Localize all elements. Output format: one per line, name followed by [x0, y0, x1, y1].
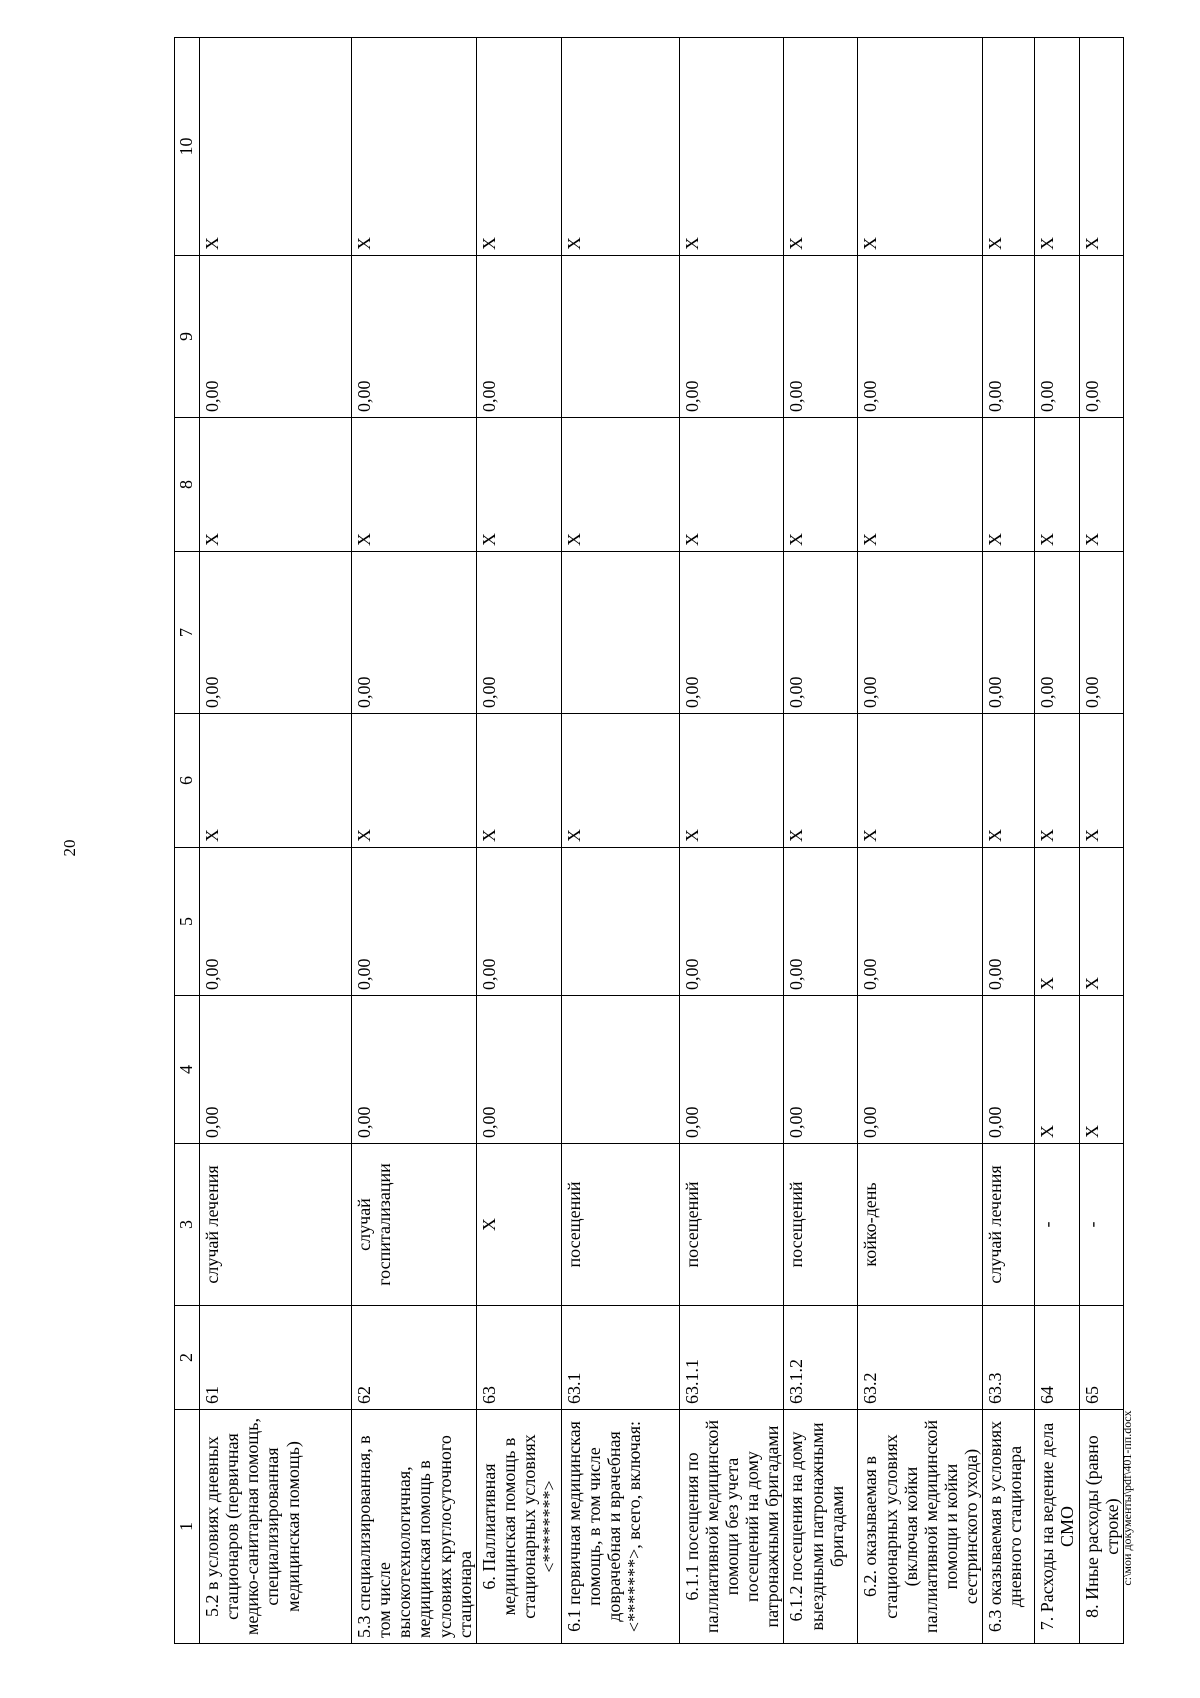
value-cell: X	[476, 714, 561, 848]
value-cell: X	[1079, 848, 1123, 996]
row-code-cell: 62	[352, 1306, 477, 1410]
header-cell: 7	[175, 552, 200, 714]
header-cell: 6	[175, 714, 200, 848]
value-cell: 0,00	[679, 996, 784, 1144]
value-cell: X	[1035, 714, 1079, 848]
value-cell	[561, 848, 679, 996]
row-code-cell: 63.3	[983, 1306, 1035, 1410]
value-cell: X	[352, 418, 477, 552]
row-unit-cell: посещений	[784, 1144, 858, 1306]
value-cell: X	[200, 418, 352, 552]
value-cell: X	[1035, 848, 1079, 996]
header-cell: 2	[175, 1306, 200, 1410]
row-name-cell: 6.1.1 посещения по паллиативной медицинской помощи без учета посещений на дому патронажными бригадами	[679, 1410, 784, 1644]
value-cell: 0,00	[352, 996, 477, 1144]
value-cell: X	[858, 714, 983, 848]
value-cell: 0,00	[476, 848, 561, 996]
row-unit-cell: -	[1079, 1144, 1123, 1306]
row-unit-cell: койко-день	[858, 1144, 983, 1306]
value-cell: 0,00	[679, 256, 784, 418]
row-unit-cell: посещений	[561, 1144, 679, 1306]
value-cell: 0,00	[476, 256, 561, 418]
value-cell: 0,00	[352, 848, 477, 996]
value-cell: 0,00	[858, 848, 983, 996]
value-cell: 0,00	[352, 552, 477, 714]
value-cell: X	[858, 418, 983, 552]
value-cell: X	[784, 38, 858, 256]
value-cell: 0,00	[784, 848, 858, 996]
table-row	[858, 38, 983, 1644]
value-cell: 0,00	[200, 848, 352, 996]
value-cell: X	[1035, 38, 1079, 256]
table-row	[1035, 38, 1079, 1644]
value-cell: 0,00	[200, 256, 352, 418]
value-cell: 0,00	[983, 848, 1035, 996]
value-cell: 0,00	[679, 552, 784, 714]
row-name-cell: 7. Расходы на ведение дела СМО	[1035, 1410, 1079, 1644]
value-cell: X	[1079, 418, 1123, 552]
table-header-row	[175, 38, 200, 1644]
rotated-sheet	[174, 38, 1122, 1644]
data-table	[174, 37, 1124, 1644]
value-cell: X	[1079, 714, 1123, 848]
header-cell: 9	[175, 256, 200, 418]
value-cell: X	[561, 38, 679, 256]
value-cell: 0,00	[784, 996, 858, 1144]
value-cell: 0,00	[983, 552, 1035, 714]
value-cell: X	[1079, 996, 1123, 1144]
row-unit-cell: случай лечения	[983, 1144, 1035, 1306]
value-cell: 0,00	[200, 552, 352, 714]
value-cell: X	[983, 714, 1035, 848]
table-row	[561, 38, 679, 1644]
table-row	[1079, 38, 1123, 1644]
value-cell: X	[784, 714, 858, 848]
value-cell: 0,00	[1035, 256, 1079, 418]
row-unit-cell: X	[476, 1144, 561, 1306]
value-cell	[561, 996, 679, 1144]
value-cell: 0,00	[476, 996, 561, 1144]
row-code-cell: 61	[200, 1306, 352, 1410]
value-cell: X	[561, 714, 679, 848]
value-cell: 0,00	[784, 256, 858, 418]
table-row	[784, 38, 858, 1644]
table-row	[476, 38, 561, 1644]
value-cell	[561, 552, 679, 714]
table-row	[200, 38, 352, 1644]
value-cell: X	[679, 418, 784, 552]
value-cell: X	[679, 38, 784, 256]
header-cell: 10	[175, 38, 200, 256]
row-unit-cell: -	[1035, 1144, 1079, 1306]
value-cell: X	[679, 714, 784, 848]
value-cell: 0,00	[352, 256, 477, 418]
header-cell: 5	[175, 848, 200, 996]
value-cell: 0,00	[983, 996, 1035, 1144]
table-row	[679, 38, 784, 1644]
table-row	[983, 38, 1035, 1644]
footer-file-path: c:\мои документы\pdf\401-пп.docx	[1120, 1410, 1134, 1586]
header-cell: 1	[175, 1410, 200, 1644]
value-cell: X	[1035, 996, 1079, 1144]
value-cell: 0,00	[858, 256, 983, 418]
value-cell: X	[200, 38, 352, 256]
header-cell: 4	[175, 996, 200, 1144]
value-cell: X	[1035, 418, 1079, 552]
value-cell: 0,00	[858, 996, 983, 1144]
value-cell: X	[784, 418, 858, 552]
table-rotator	[174, 38, 1122, 1644]
header-cell: 8	[175, 418, 200, 552]
value-cell: X	[476, 38, 561, 256]
value-cell: X	[561, 418, 679, 552]
row-code-cell: 63	[476, 1306, 561, 1410]
value-cell: 0,00	[983, 256, 1035, 418]
header-cell: 3	[175, 1144, 200, 1306]
value-cell: 0,00	[784, 552, 858, 714]
row-name-cell: 8. Иные расходы (равно строке)	[1079, 1410, 1123, 1644]
table-row	[352, 38, 477, 1644]
row-name-cell: 5.3 специализированная, в том числе высокотехнологичная, медицинская помощь в условиях круглосуточного стационара	[352, 1410, 477, 1644]
row-name-cell: 5.2 в условиях дневных стационаров (первичная медико-санитарная помощь, специализированная медицинская помощь)	[200, 1410, 352, 1644]
value-cell: X	[983, 38, 1035, 256]
value-cell: 0,00	[1079, 256, 1123, 418]
value-cell: X	[352, 38, 477, 256]
row-unit-cell: посещений	[679, 1144, 784, 1306]
row-unit-cell: случай лечения	[200, 1144, 352, 1306]
row-code-cell: 64	[1035, 1306, 1079, 1410]
row-code-cell: 63.1.2	[784, 1306, 858, 1410]
value-cell: 0,00	[1035, 552, 1079, 714]
row-code-cell: 65	[1079, 1306, 1123, 1410]
row-code-cell: 63.1	[561, 1306, 679, 1410]
value-cell: X	[858, 38, 983, 256]
page-number: 20	[60, 839, 79, 857]
value-cell	[561, 256, 679, 418]
row-code-cell: 63.1.1	[679, 1306, 784, 1410]
value-cell: X	[476, 418, 561, 552]
value-cell: 0,00	[476, 552, 561, 714]
row-code-cell: 63.2	[858, 1306, 983, 1410]
row-name-cell: 6. Паллиативная медицинская помощь в стационарных условиях <********>	[476, 1410, 561, 1644]
row-name-cell: 6.1.2 посещения на дому выездными патронажными бригадами	[784, 1410, 858, 1644]
row-unit-cell: случай госпитализации	[352, 1144, 477, 1306]
value-cell: 0,00	[858, 552, 983, 714]
value-cell: 0,00	[1079, 552, 1123, 714]
value-cell: X	[1079, 38, 1123, 256]
row-name-cell: 6.3 оказываемая в условиях дневного стационара	[983, 1410, 1035, 1644]
value-cell: 0,00	[200, 996, 352, 1144]
value-cell: X	[200, 714, 352, 848]
value-cell: 0,00	[679, 848, 784, 996]
value-cell: X	[983, 418, 1035, 552]
row-name-cell: 6.2. оказываемая в стационарных условиях (включая койки паллиативной медицинской помощи и койки сестринского ухода)	[858, 1410, 983, 1644]
value-cell: X	[352, 714, 477, 848]
row-name-cell: 6.1 первичная медицинская помощь, в том числе доврачебная и врачебная <*******>, всего, включая:	[561, 1410, 679, 1644]
